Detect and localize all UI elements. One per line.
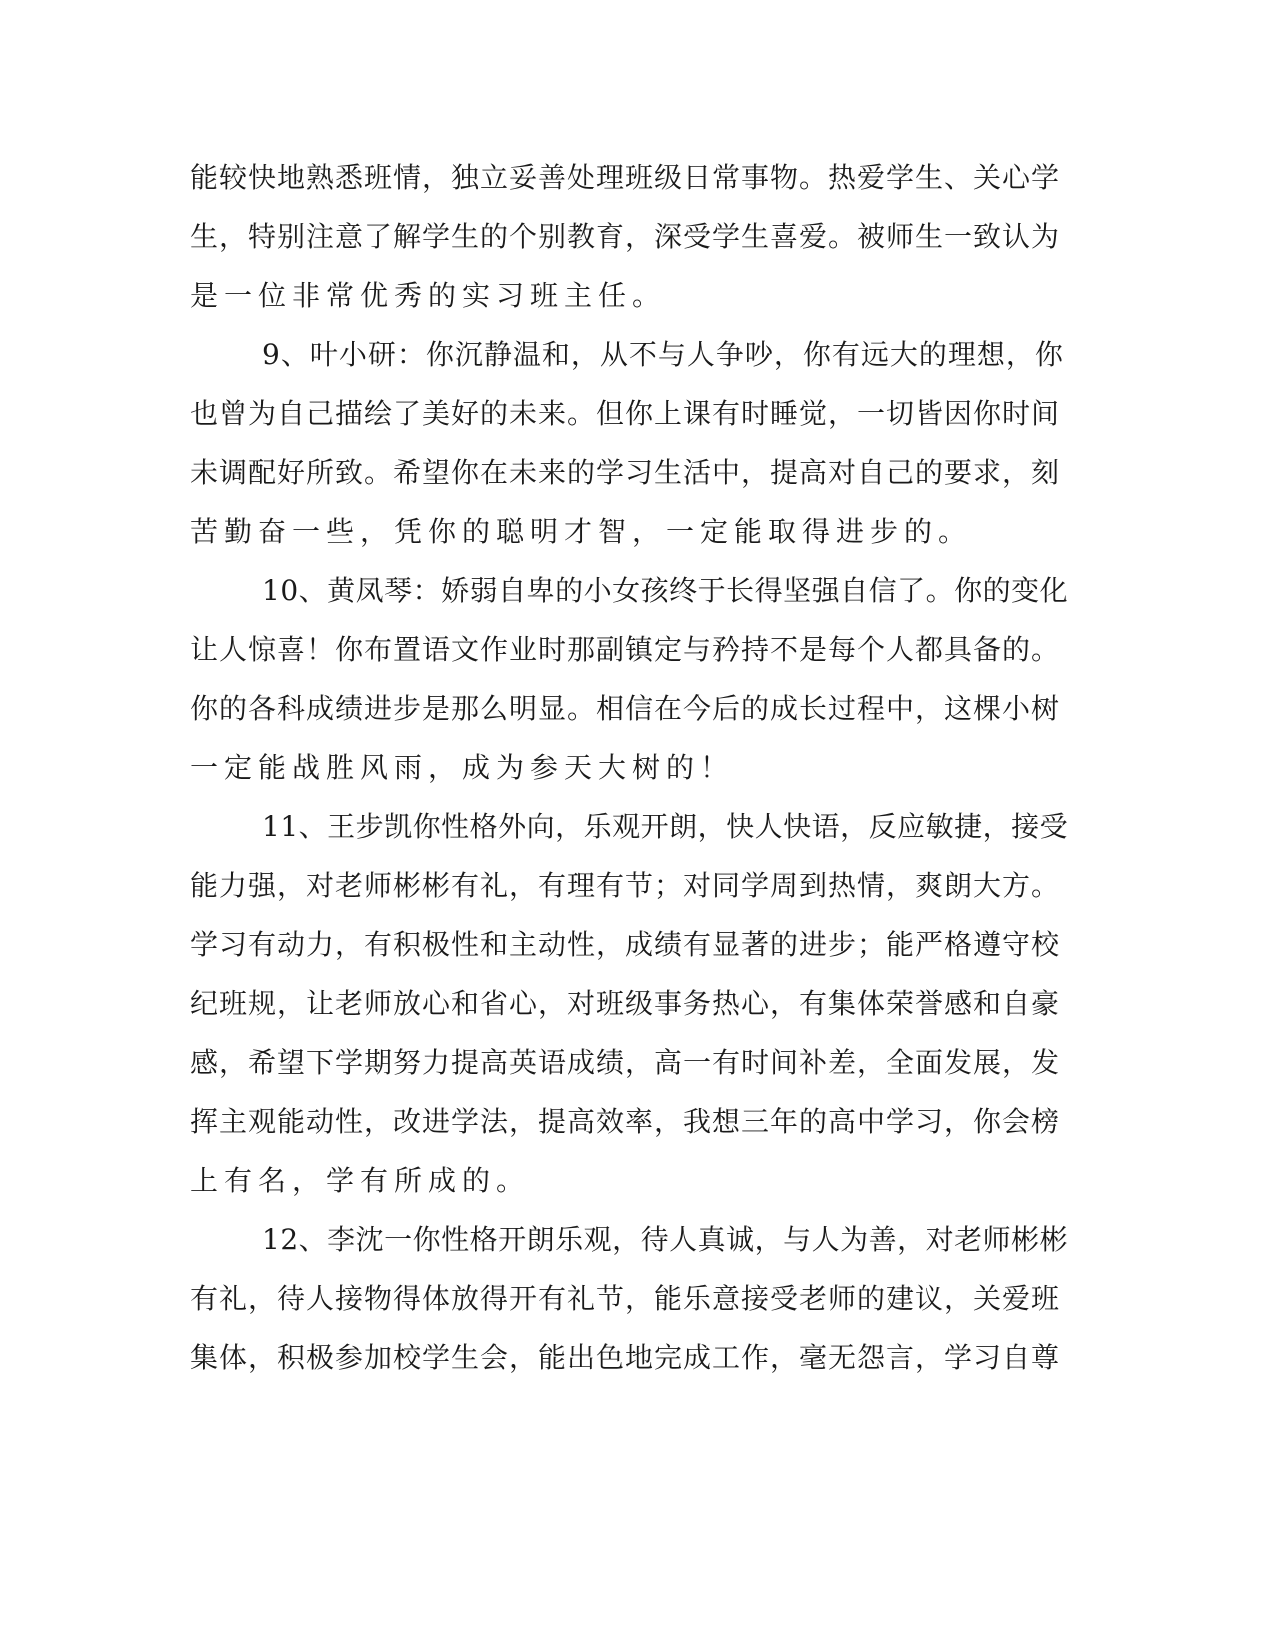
- paragraph-12-start: 12、李沈一你性格开朗乐观，待人真诚，与人为善，对老师彬彬: [262, 1223, 1069, 1256]
- paragraph-10-start: 10、黄凤琴：娇弱自卑的小女孩终于长得坚强自信了。你的变化: [262, 574, 1069, 607]
- text-line: 也曾为自己描绘了美好的未来。但你上课有时睡觉，一切皆因你时间: [190, 397, 1061, 430]
- text-line: 未调配好所致。希望你在未来的学习生活中，提高对自己的要求，刻: [190, 456, 1061, 489]
- paragraph-11-start: 11、王步凯你性格外向，乐观开朗，快人快语，反应敏捷，接受: [262, 810, 1069, 843]
- text-line: 能力强，对老师彬彬有礼，有理有节；对同学周到热情，爽朗大方。: [190, 869, 1061, 902]
- text-line: 是一位非常优秀的实习班主任。: [190, 279, 667, 312]
- text-line: 一定能战胜风雨，成为参天大树的！: [190, 751, 735, 784]
- text-line: 纪班规，让老师放心和省心，对班级事务热心，有集体荣誉感和自豪: [190, 987, 1061, 1020]
- text-line: 苦勤奋一些，凭你的聪明才智，一定能取得进步的。: [190, 515, 973, 548]
- text-line: 挥主观能动性，改进学法，提高效率，我想三年的高中学习，你会榜: [190, 1105, 1061, 1138]
- text-line: 你的各科成绩进步是那么明显。相信在今后的成长过程中，这棵小树: [190, 692, 1061, 725]
- paragraph-9-start: 9、叶小研：你沉静温和，从不与人争吵，你有远大的理想，你: [262, 338, 1064, 371]
- text-line: 学习有动力，有积极性和主动性，成绩有显著的进步；能严格遵守校: [190, 928, 1061, 961]
- text-line: 有礼，待人接物得体放得开有礼节，能乐意接受老师的建议，关爱班: [190, 1282, 1061, 1315]
- text-line: 集体，积极参加校学生会，能出色地完成工作，毫无怨言，学习自尊: [190, 1341, 1061, 1374]
- text-line: 上有名，学有所成的。: [190, 1164, 531, 1197]
- text-line: 生，特别注意了解学生的个别教育，深受学生喜爱。被师生一致认为: [190, 220, 1061, 253]
- text-line: 感，希望下学期努力提高英语成绩，高一有时间补差，全面发展，发: [190, 1046, 1061, 1079]
- text-line: 能较快地熟悉班情，独立妥善处理班级日常事物。热爱学生、关心学: [190, 161, 1061, 194]
- text-line: 让人惊喜！你布置语文作业时那副镇定与矜持不是每个人都具备的。: [190, 633, 1061, 666]
